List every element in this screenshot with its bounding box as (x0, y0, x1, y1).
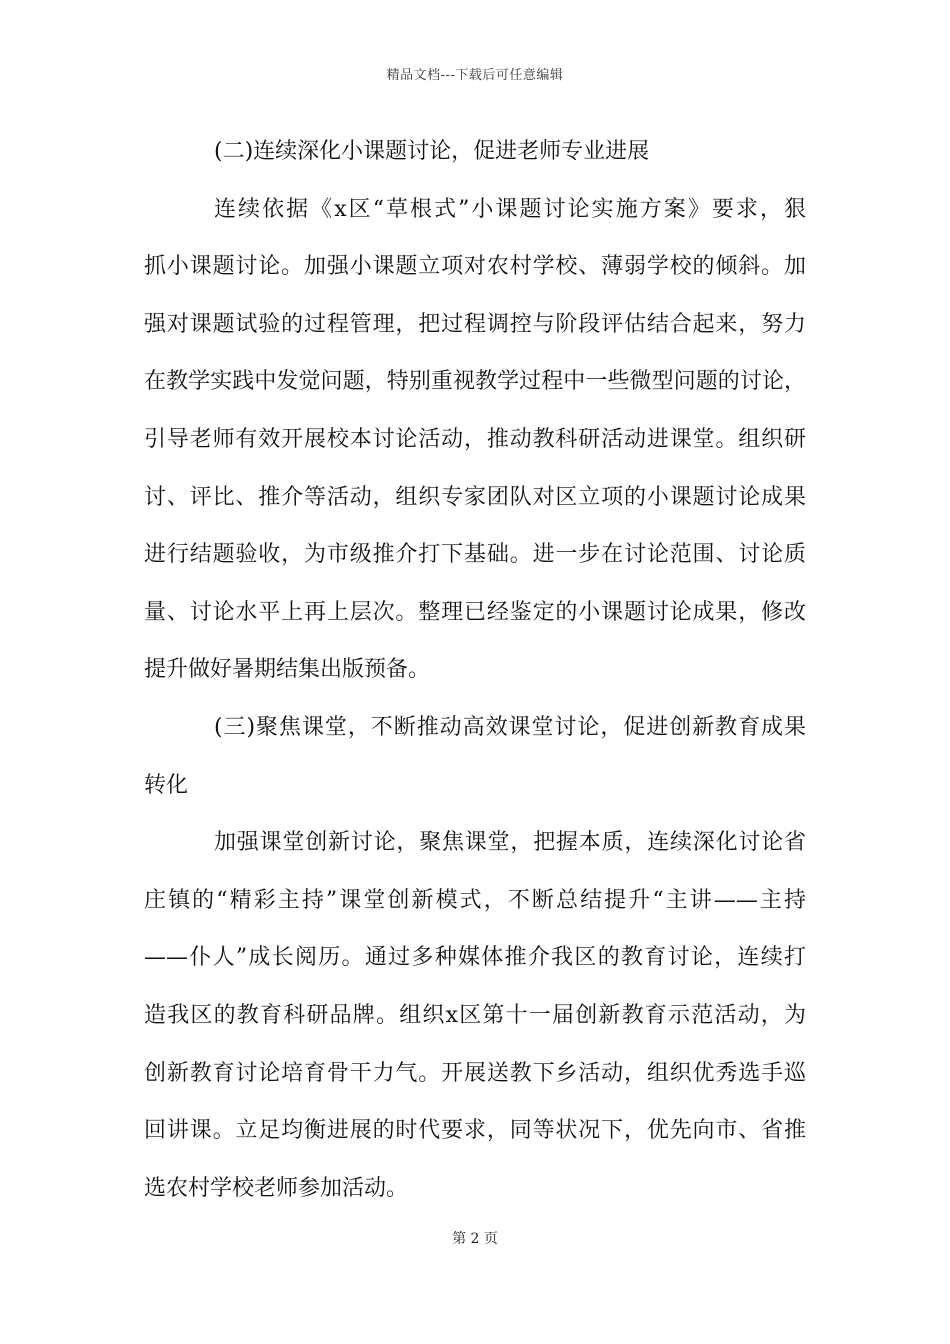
paragraph-line: 庄镇的“精彩主持”课堂创新模式，不断总结提升“主讲——主持 (144, 887, 806, 913)
paragraph-line: 提升做好暑期结集出版预备。 (144, 657, 431, 683)
paragraph-line: 加强课堂创新讨论，聚焦课堂，把握本质，连续深化讨论省 (214, 830, 806, 856)
paragraph-line: 进行结题验收，为市级推介打下基础。进一步在讨论范围、讨论质 (144, 542, 806, 568)
paragraph-line: 造我区的教育科研品牌。组织x区第十一届创新教育示范活动，为 (144, 1002, 806, 1028)
paragraph-line: 讨、评比、推介等活动，组织专家团队对区立项的小课题讨论成果 (144, 484, 806, 510)
section-heading-3: (三)聚焦课堂，不断推动高效课堂讨论，促进创新教育成果 (214, 714, 806, 740)
paragraph-line: 在教学实践中发觉问题，特别重视教学过程中一些微型问题的讨论， (144, 369, 806, 395)
paragraph-line: 强对课题试验的过程管理，把过程调控与阶段评估结合起来，努力 (144, 311, 806, 337)
paragraph-line: 量、讨论水平上再上层次。整理已经鉴定的小课题讨论成果，修改 (144, 599, 806, 625)
page-number: 第 2 页 (452, 1231, 498, 1247)
paragraph-line: 引导老师有效开展校本讨论活动，推动教科研活动进课堂。组织研 (144, 426, 806, 452)
document-body (144, 128, 806, 1222)
paragraph-line: 选农村学校老师参加活动。 (144, 1175, 409, 1201)
section-heading-2: (二)连续深化小课题讨论，促进老师专业进展 (214, 139, 650, 164)
paragraph-line: 连续依据《x区“草根式”小课题讨论实施方案》要求，狠 (214, 196, 806, 222)
paragraph-line: ——仆人”成长阅历。通过多种媒体推介我区的教育讨论，连续打 (144, 945, 806, 971)
paragraph-line: 回讲课。立足均衡进展的时代要求，同等状况下，优先向市、省推 (144, 1118, 806, 1144)
paragraph-line: 抓小课题讨论。加强小课题立项对农村学校、薄弱学校的倾斜。加 (144, 254, 806, 280)
paragraph-line: 创新教育讨论培育骨干力气。开展送教下乡活动，组织优秀选手巡 (144, 1060, 806, 1086)
section-heading-3-continuation: 转化 (144, 772, 189, 798)
page-header: 精品文档---下载后可任意编辑 (386, 68, 564, 83)
